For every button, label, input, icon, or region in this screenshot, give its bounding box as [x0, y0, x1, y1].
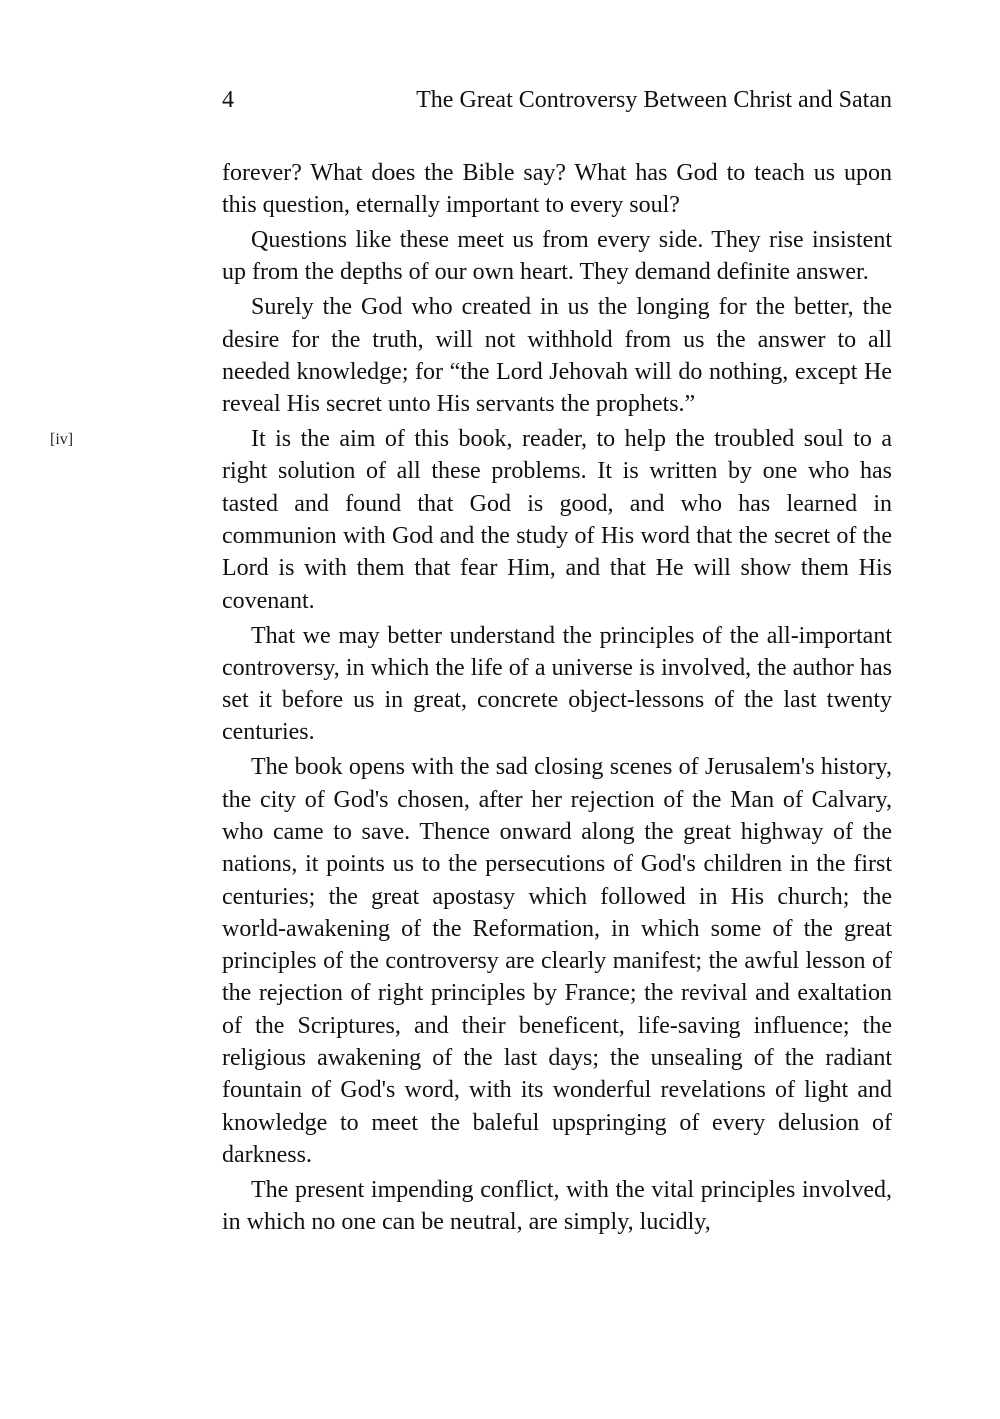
- paragraph: It is the aim of this book, reader, to help the troubled soul to a right solution of all these problems. It is written by one who has tasted and found that God is good, and who has learned in communion with God and the study of His word that the secret of the Lord is with them that fear Him, and that He will show them His covenant.: [222, 426, 892, 614]
- paragraph: The book opens with the sad closing scenes of Jerusalem's history, the city of God's chosen, after her rejection of the Man of Calvary, who came to save. Thence onward along the great highway of the nations, it points us to the persecutions of God's children in the first centuries; the great apostasy which followed in His church; the world-awakening of the Reformation, in which some of the great principles of the controversy are clearly manifest; the awful lesson of the rejection of right principles by France; the revival and exaltation of the Scriptures, and their beneficent, life-saving influence; the religious awakening of the last days; the unsealing of the radiant fountain of God's word, with its wonderful revelations of light and knowledge to meet the baleful upspringing of every delusion of darkness.: [222, 754, 892, 1168]
- paragraph-continuation: forever? What does the Bible say? What has God to teach us upon this question, eternally important to every soul?: [222, 160, 892, 219]
- running-title: The Great Controversy Between Christ and Satan: [416, 87, 892, 113]
- body-text: [222, 157, 892, 1241]
- paragraph: Surely the God who created in us the longing for the better, the desire for the truth, will not withhold from us the answer to all needed knowledge; for “the Lord Jehovah will do nothing, except He reveal His secret unto His servants the prophets.”: [222, 294, 892, 418]
- original-page-marker: [iv]: [50, 431, 74, 448]
- paragraph: Questions like these meet us from every side. They rise insistent up from the depths of our own heart. They demand definite answer.: [222, 227, 892, 286]
- paragraph: The present impending conflict, with the vital principles involved, in which no one can be neutral, are simply, lucidly,: [222, 1176, 892, 1236]
- page-number: 4: [222, 87, 234, 113]
- paragraph: That we may better understand the principles of the all-important controversy, in which the life of a universe is involved, the author has set it before us in great, concrete object-lessons of the last twenty centuries.: [222, 622, 892, 746]
